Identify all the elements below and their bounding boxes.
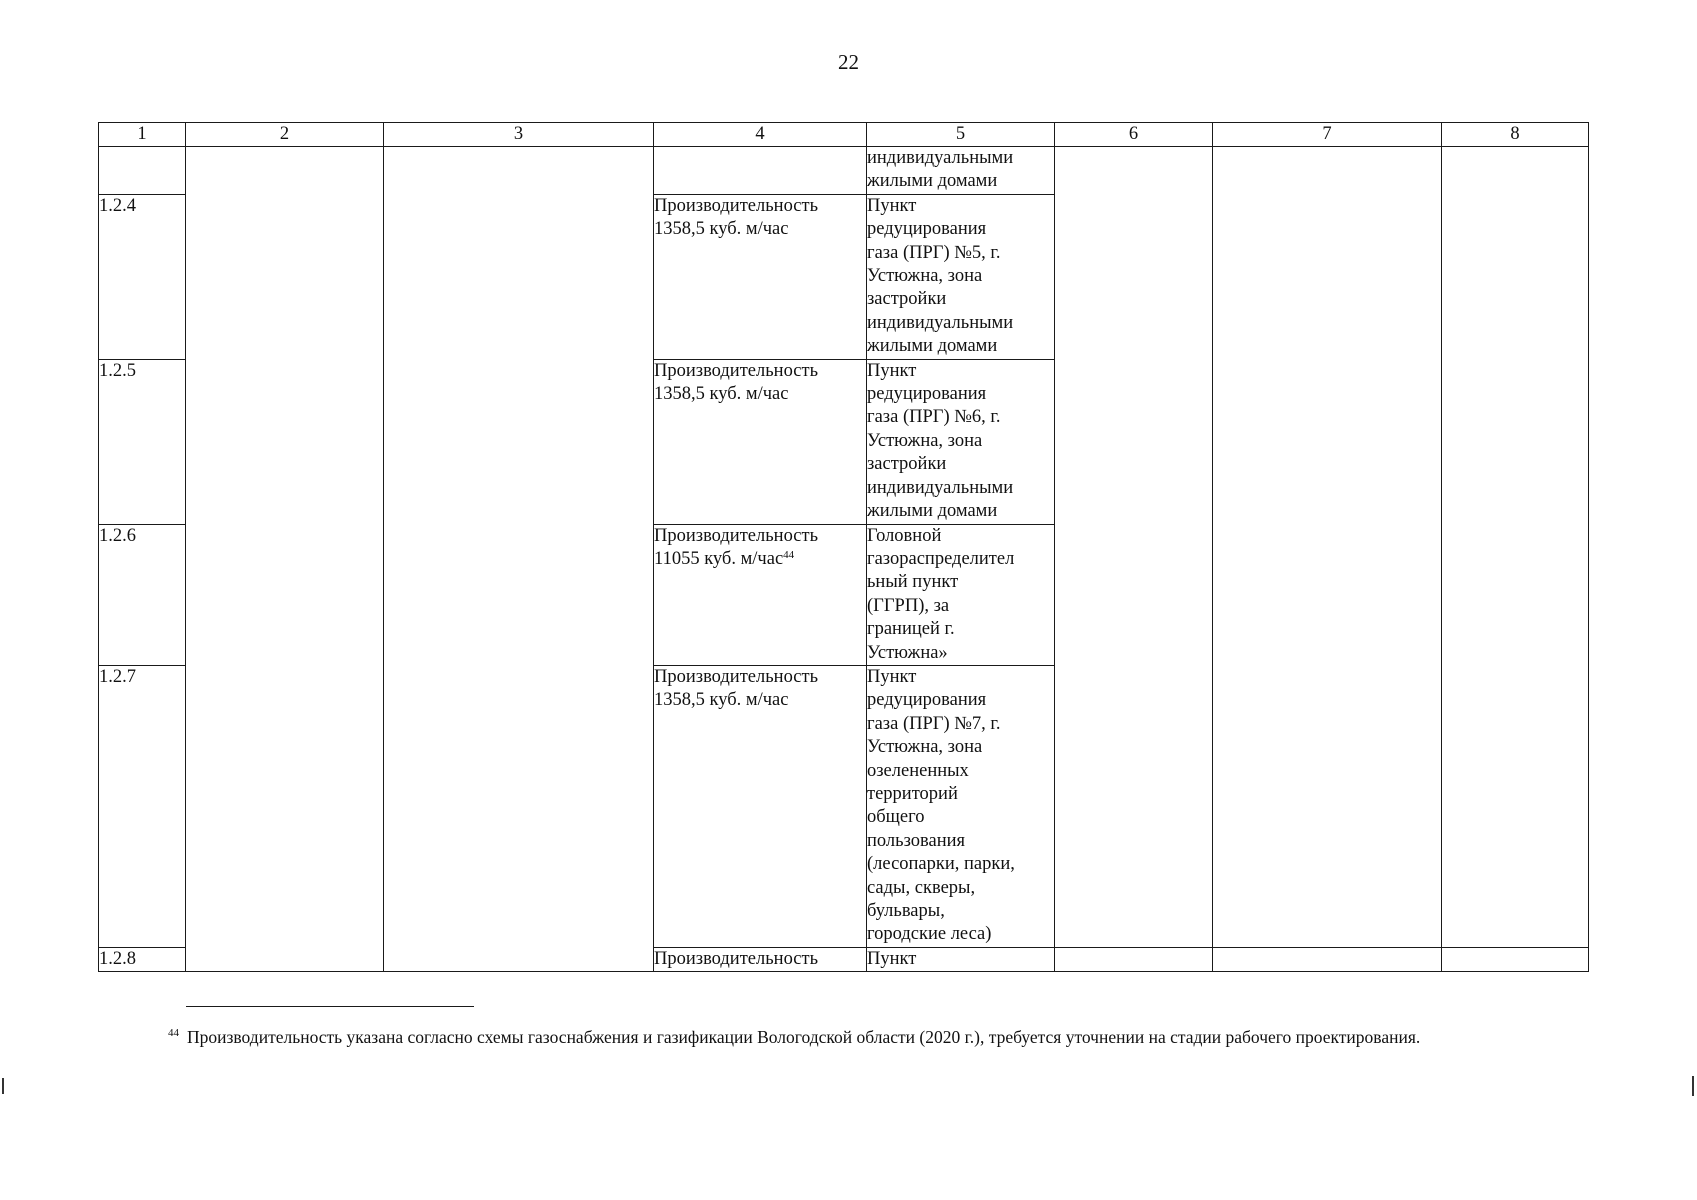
cell-num <box>99 147 186 195</box>
cell-num: 1.2.6 <box>99 524 186 665</box>
cell-location: Пункт редуцирования газа (ПРГ) №6, г. Устюжна, зона застройки индивидуальными жилыми домами <box>867 359 1055 524</box>
cell-col6 <box>1055 947 1213 971</box>
footnote-divider <box>186 1006 474 1007</box>
cell-capacity <box>654 147 867 195</box>
table-row <box>99 147 1589 195</box>
cell-num: 1.2.4 <box>99 194 186 359</box>
cell-col6 <box>1055 147 1213 948</box>
cell-capacity: Производительность <box>654 947 867 971</box>
cell-col7 <box>1213 947 1442 971</box>
scan-edge-mark <box>2 1078 4 1094</box>
footnote <box>112 1021 1600 1050</box>
header-row <box>99 123 1589 147</box>
cell-col8 <box>1442 947 1589 971</box>
column-header: 2 <box>186 123 384 147</box>
cell-location: Пункт редуцирования газа (ПРГ) №5, г. Устюжна, зона застройки индивидуальными жилыми домами <box>867 194 1055 359</box>
column-header: 4 <box>654 123 867 147</box>
cell-location: Головной газораспределител ьный пункт (ГГРП), за границей г. Устюжна» <box>867 524 1055 665</box>
cell-num: 1.2.8 <box>99 947 186 971</box>
footnote-marker: 44 <box>168 1027 179 1039</box>
spec-table <box>98 122 1589 972</box>
column-header: 3 <box>384 123 654 147</box>
cell-capacity: Производительность 11055 куб. м/час$^{44}$ <box>654 524 867 665</box>
column-header: 1 <box>99 123 186 147</box>
scan-edge-mark <box>1692 1076 1694 1096</box>
column-header: 5 <box>867 123 1055 147</box>
cell-col7 <box>1213 147 1442 948</box>
cell-location: индивидуальными жилыми домами <box>867 147 1055 195</box>
page-number: 22 <box>838 50 859 74</box>
cell-col8 <box>1442 147 1589 948</box>
footnote-text: Производительность указана согласно схемы газоснабжения и газификации Вологодской области (2020 г.), требуется уточнении на стадии рабочего проектирования. <box>187 1027 1421 1047</box>
cell-num: 1.2.7 <box>99 665 186 947</box>
cell-num: 1.2.5 <box>99 359 186 524</box>
cell-col3 <box>384 147 654 972</box>
footnote-ref: 44 <box>783 548 795 561</box>
cell-location: Пункт редуцирования газа (ПРГ) №7, г. Устюжна, зона озелененных территорий общего пользования (лесопарки, парки, сады, скверы, бульвары, городские леса) <box>867 665 1055 947</box>
cell-col2 <box>186 147 384 972</box>
cell-capacity: Производительность 1358,5 куб. м/час <box>654 359 867 524</box>
cell-capacity: Производительность 1358,5 куб. м/час <box>654 194 867 359</box>
cell-location: Пункт <box>867 947 1055 971</box>
column-header: 6 <box>1055 123 1213 147</box>
cell-capacity: Производительность 1358,5 куб. м/час <box>654 665 867 947</box>
column-header: 7 <box>1213 123 1442 147</box>
column-header: 8 <box>1442 123 1589 147</box>
